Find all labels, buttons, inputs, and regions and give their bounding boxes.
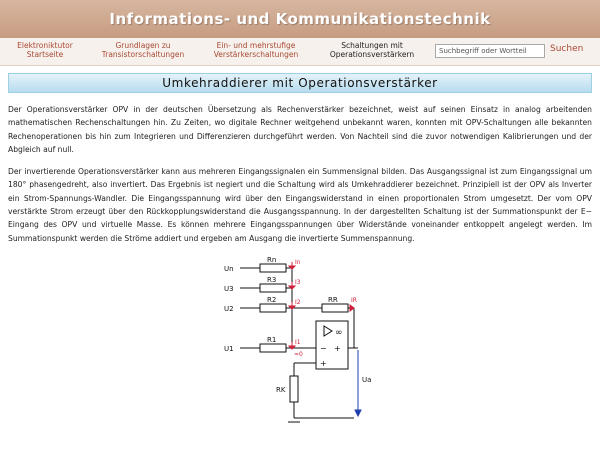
nav-item-label: Verstärkerschaltungen — [213, 50, 299, 59]
label-rn: Rn — [267, 255, 277, 264]
site-header — [0, 0, 600, 38]
site-title: Informations- und Kommunikationstechnik — [109, 10, 491, 28]
nav-item-startseite[interactable] — [6, 41, 84, 59]
label-i2: I2 — [295, 298, 301, 306]
label-u3: U3 — [224, 284, 234, 293]
nav-item-transistorschaltungen[interactable] — [98, 41, 188, 59]
nav-item-label: Ein- und mehrstufige — [216, 41, 296, 50]
output-voltage-arrow — [355, 350, 361, 416]
content — [0, 93, 600, 432]
resistor-r1 — [260, 344, 286, 352]
nav-item-verstaerkerschaltungen[interactable] — [208, 41, 304, 59]
search-input[interactable] — [435, 44, 545, 58]
opamp-triangle — [324, 326, 332, 336]
nav-item-operationsverstaerker[interactable] — [324, 41, 420, 59]
navbar — [0, 38, 600, 66]
label-rr: RR — [328, 295, 338, 304]
nav-item-label: Schaltungen mit — [341, 41, 403, 50]
nav-item-label: Transistorschaltungen — [101, 50, 185, 59]
label-un: Un — [224, 264, 234, 273]
circuit-diagram-wrap — [8, 254, 592, 432]
opamp-infinity-icon: ∞ — [335, 327, 343, 338]
nav-item-label: Operationsverstärkern — [329, 50, 415, 59]
label-diff-current: ≈0 — [294, 350, 303, 358]
label-ir: IR — [351, 296, 357, 304]
opamp-minus-sign: − — [320, 343, 327, 353]
label-r1: R1 — [267, 335, 277, 344]
page-title-bar — [8, 73, 592, 93]
label-in: In — [295, 258, 301, 266]
opamp-plus-left: + — [334, 343, 341, 353]
label-i1: I1 — [295, 338, 301, 346]
labels — [224, 256, 371, 394]
circuit-diagram — [220, 254, 380, 432]
opamp-plus-sign: + — [320, 358, 327, 368]
label-r3: R3 — [267, 275, 277, 284]
resistor-rr — [322, 304, 348, 312]
search-button[interactable]: Suchen — [550, 44, 584, 54]
page-title: Umkehraddierer mit Operationsverstärker — [162, 76, 438, 90]
label-ua: Ua — [362, 375, 372, 384]
resistor-r3 — [260, 284, 286, 292]
resistor-rk — [290, 376, 298, 402]
label-u2: U2 — [224, 304, 234, 313]
resistor-r2 — [260, 304, 286, 312]
label-i3: I3 — [295, 278, 301, 286]
nav-item-label: Startseite — [26, 50, 64, 59]
label-u1: U1 — [224, 344, 234, 353]
paragraph-intro: Der Operationsverstärker OPV in der deutschen Übersetzung als Rechenverstärker bezeichnet, weist auf seinen Einsatz in analog arbeitenden mathematischen Rechenschaltungen hin. Zu Zeiten, wo digitale Rechner weitgehend unbekannt waren, konnten mit OPV-Schaltungen alle bekannten Rechenoperationen bis hin zum Integrieren und Differenzieren durchgeführt werden. Von Nachteil sind die zuvor notwendigen Kalibrierungen und der Abgleich auf null. — [8, 105, 592, 154]
nav-item-label: Elektroniktutor — [17, 41, 73, 50]
nav-item-label: Grundlagen zu — [115, 41, 171, 50]
paragraph-invertierer: Der invertierende Operationsverstärker kann aus mehreren Eingangssignalen ein Summensignal bilden. Das Ausgangssignal ist zum Eingangssignal um 180° phasengedreht, also invertiert. Das Ergebnis ist negiert und die Schaltung wird als Umkehraddierer bezeichnet. Prinzipiell ist der OPV als Inverter ein Strom-Spannungs-Wandler. Die Eingangsspannung wird über den Eingangswiderstand in einen proportionalen Strom umgesetzt. Der vom OPV verstärkte Strom erzeugt über den Rückkopplungswiderstand die Ausgangsspannung. In der dargestellten Schaltung ist der Summationspunkt der E− Eingang des OPV und virtuelle Masse. Es können mehrere Eingangsspannungen über Widerstände voneinander entkoppelt angelegt werden. Im Summationspunkt werden die Ströme addiert und ergeben am Ausgang die invertierte Summenspannung. — [8, 167, 592, 243]
label-rk: RK — [276, 385, 286, 394]
resistor-rn — [260, 264, 286, 272]
label-r2: R2 — [267, 295, 277, 304]
